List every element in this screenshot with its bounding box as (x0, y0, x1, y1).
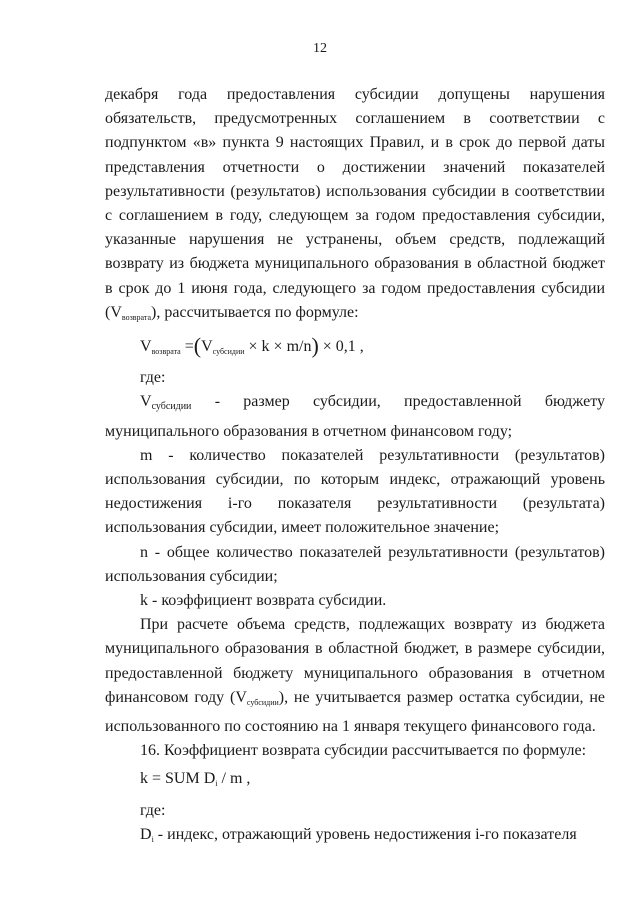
formula-return-volume (105, 334, 605, 364)
formula-lhs-subscript: возврата (151, 347, 181, 357)
symbol-v: V (235, 688, 247, 706)
definition-subscript: i (151, 834, 154, 844)
subscript: возврата (121, 312, 152, 322)
formula-paren-open: ( (193, 333, 202, 359)
document-body (105, 83, 605, 852)
definition-text: - размер субсидии, предоставленной бюджету муниципального образования в отчетном финансовом году; (105, 393, 605, 440)
formula-paren-close: ) (311, 333, 319, 359)
formula-equals: = (184, 338, 194, 356)
where-label: где: (140, 801, 166, 819)
formula-coefficient (105, 767, 605, 796)
formula-middle: × k × m/n (244, 338, 312, 356)
definition-v-subsidy (105, 390, 605, 443)
formula-subscript: i (215, 779, 218, 789)
definition-text: - индекс, отражающий уровень недостижения i-го показателя (153, 825, 577, 843)
definition-d (105, 823, 605, 852)
paragraph-text-end: предоставления субсидии ( (105, 279, 606, 321)
formula-lhs: k = SUM D (140, 770, 216, 788)
paragraph-text: При расчете объема средств, подлежащих возврату из бюджета муниципального образования в областной бюджет, в размере субсидии, предоставленной бюджету муниципального образования в отчетном финансовом году ( (105, 616, 605, 706)
definition-subscript: субсидии (151, 401, 192, 413)
paragraph-16: 16. Коэффициент возврата субсидии рассчитывается по формуле: (140, 742, 587, 760)
symbol-v: V (110, 303, 122, 321)
subscript: субсидии (246, 697, 279, 707)
definition-symbol: D (140, 825, 152, 843)
definition-k: k - коэффициент возврата субсидии. (140, 592, 387, 610)
formula-tail: × 0,1 , (318, 338, 364, 356)
definition-m: m - количество показателей результативности (результатов) использования субсидии, по которым индекс, отражающий уровень недостижения i-го показателя результативности (результата) использования субсидии, имеет положительное значение; (105, 446, 605, 537)
page-number: 12 (313, 41, 327, 56)
definition-n: n - общее количество показателей результативности (результатов) использования субсидии; (105, 543, 605, 585)
where-label: где: (140, 369, 166, 387)
formula-lhs: V (140, 338, 152, 356)
definition-symbol: V (140, 393, 152, 411)
paragraph-calculation-note (105, 613, 605, 739)
paragraph-text-tail: ), не учитывается размер остатка субсидии, не использованного по состоянию на 1 января текущего финансового года. (105, 688, 606, 736)
formula-v: V (201, 338, 213, 356)
paragraph-subsidy-return (105, 83, 605, 330)
paragraph-text: декабря года предоставления субсидии допущены нарушения обязательств, предусмотренных соглашением в соответствии с подпунктом «в» пункта 9 настоящих Правил, и в срок до первой даты представления отчетности о достижении значений показателей результативности (результатов) использования субсидии в соответствии с соглашением в году, следующем за годом предоставления субсидии, указанные нарушения не устранены, объем средств, подлежащий возврату из бюджета муниципального образования в областной бюджет в срок до 1 июня года, следующего за годом (105, 86, 605, 297)
formula-rest: / m , (217, 770, 251, 788)
paragraph-text-tail: ), рассчитывается по формуле: (151, 303, 359, 321)
formula-v-subscript: субсидии (212, 347, 245, 357)
